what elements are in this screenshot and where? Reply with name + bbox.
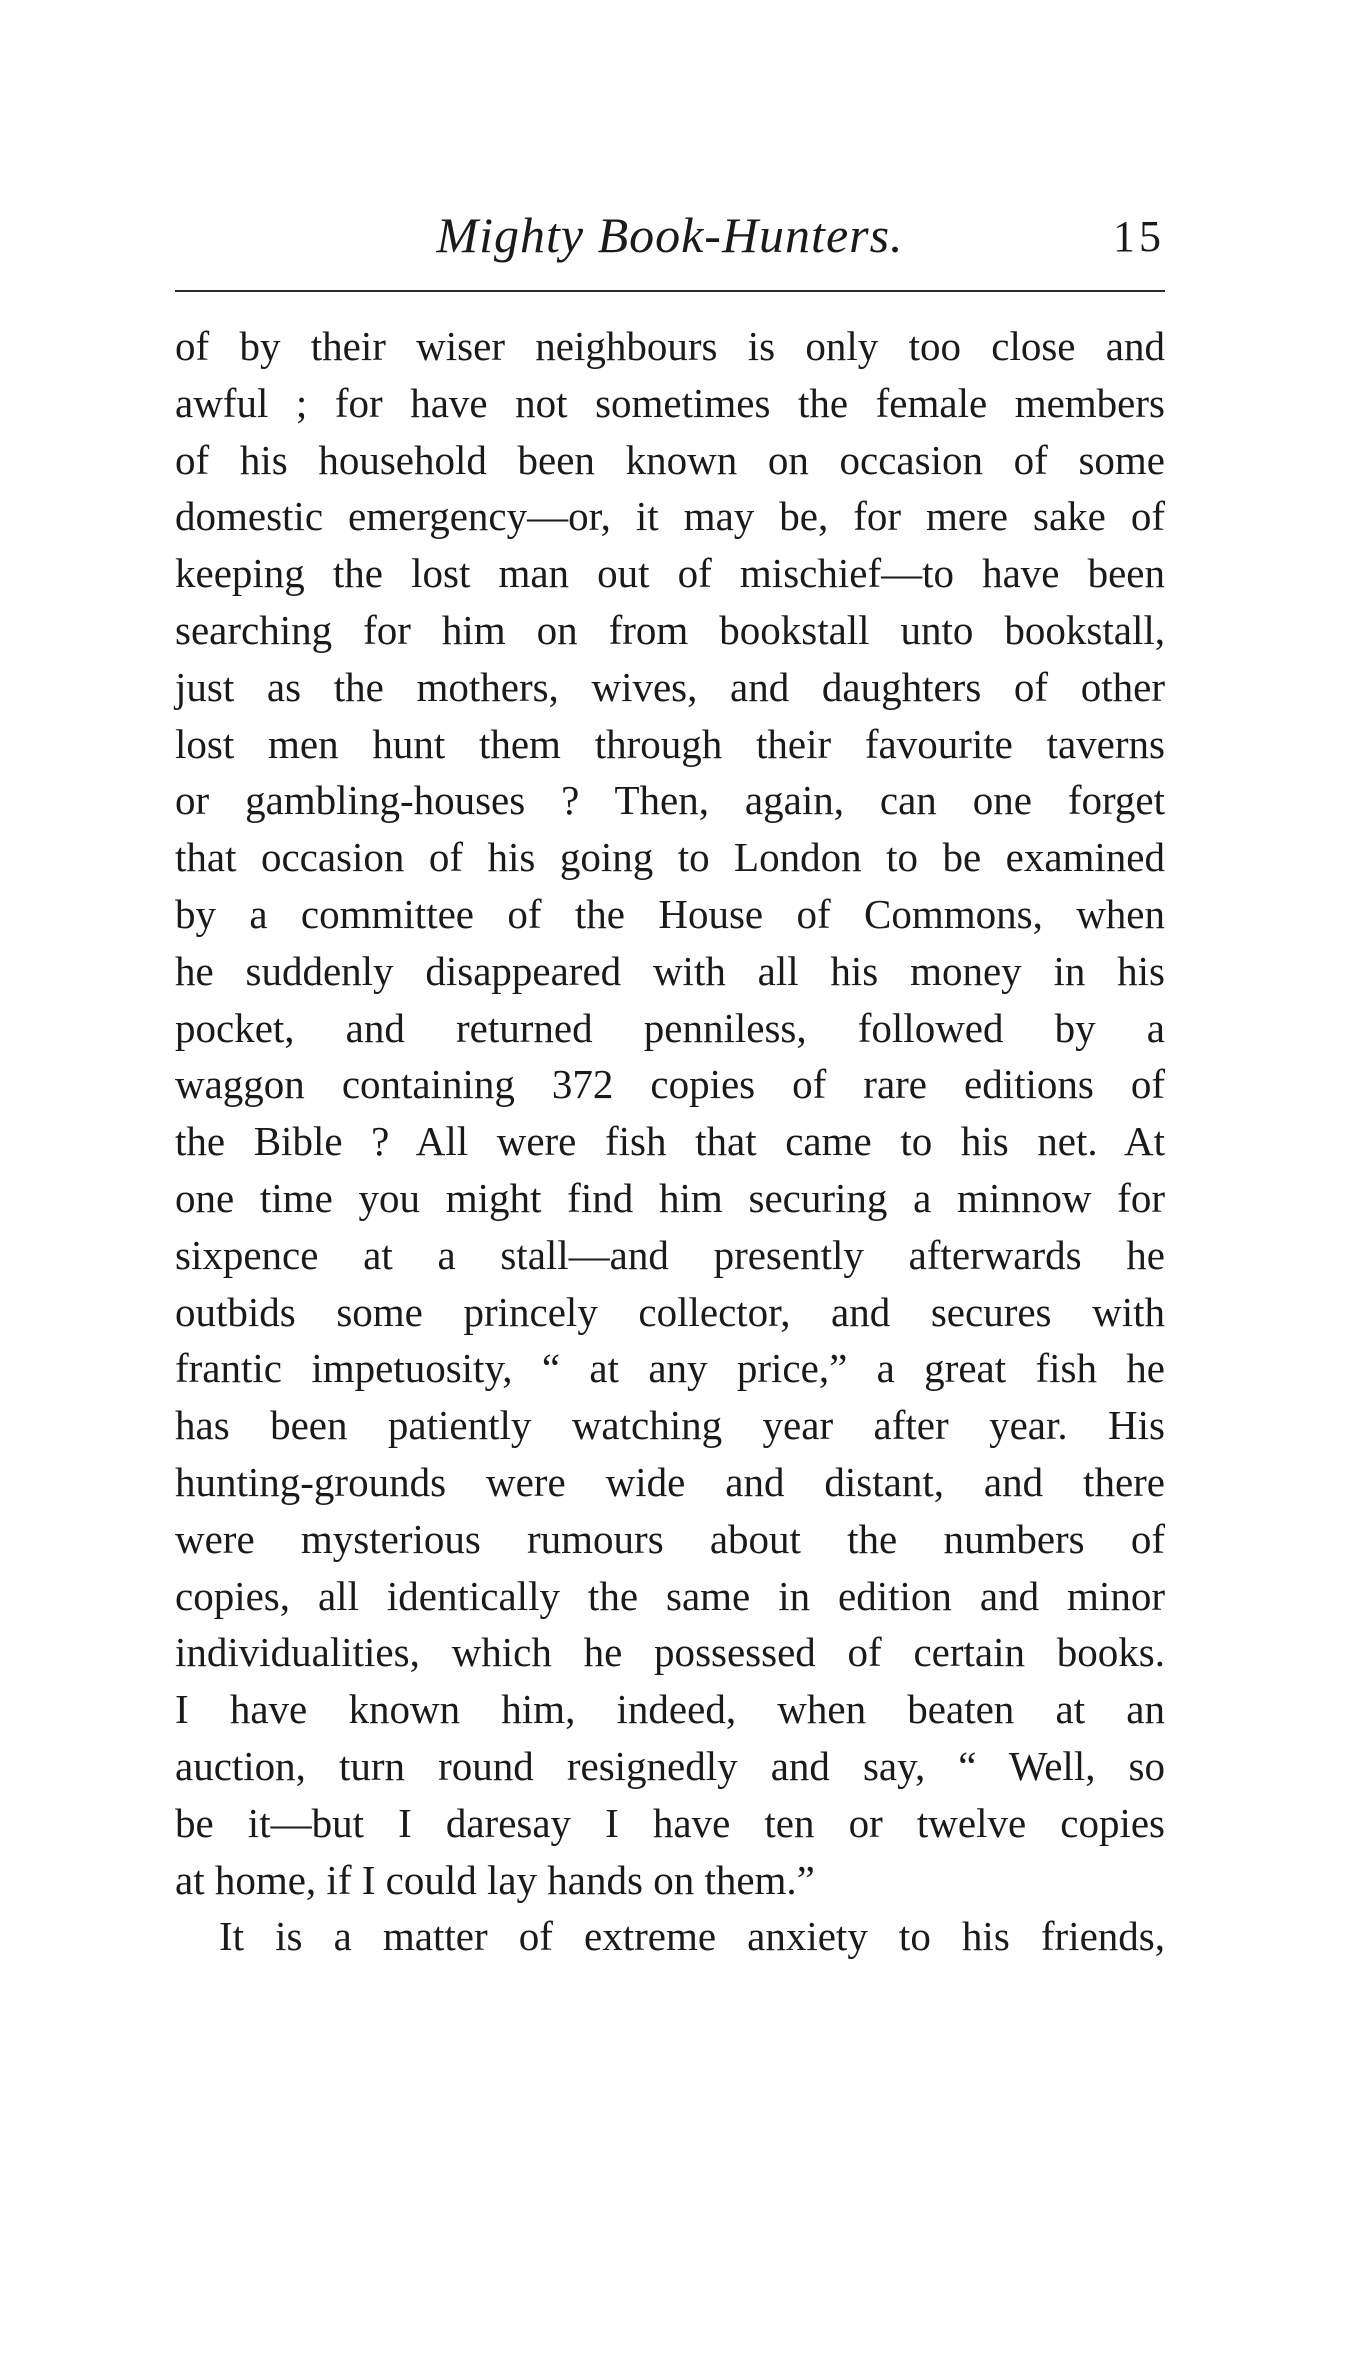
text-line: sixpence at a stall—and presently afterwards he xyxy=(175,1231,1165,1278)
text-line: outbids some princely collector, and secures with xyxy=(175,1288,1165,1335)
text-line: has been patiently watching year after year. His xyxy=(175,1402,1165,1449)
text-line: It is a matter of extreme anxiety to his friends, xyxy=(219,1913,1165,1960)
text-line: that occasion of his going to London to be examined xyxy=(175,834,1165,881)
text-line: one time you might find him securing a minnow for xyxy=(175,1174,1165,1221)
text-line: be it—but I daresay I have ten or twelve copies xyxy=(175,1799,1165,1846)
text-line: lost men hunt them through their favourite taverns xyxy=(175,720,1165,767)
text-line: pocket, and returned penniless, followed by a xyxy=(175,1004,1165,1051)
body-text xyxy=(175,318,1165,1965)
text-line: frantic impetuosity, “ at any price,” a great fish he xyxy=(175,1345,1165,1392)
text-line: the Bible ? All were fish that came to his net. At xyxy=(175,1118,1165,1165)
text-line: copies, all identically the same in edition and minor xyxy=(175,1572,1165,1619)
header-rule xyxy=(175,290,1165,292)
text-line: searching for him on from bookstall unto bookstall, xyxy=(175,606,1165,653)
text-line: at home, if I could lay hands on them.” xyxy=(175,1856,815,1903)
text-line: awful ; for have not sometimes the female members xyxy=(175,379,1165,426)
page-number: 15 xyxy=(1113,212,1165,261)
text-line: keeping the lost man out of mischief—to have been xyxy=(175,550,1165,597)
text-line: by a committee of the House of Commons, when xyxy=(175,890,1165,937)
text-line: waggon containing 372 copies of rare editions of xyxy=(175,1061,1165,1108)
text-line: hunting-grounds were wide and distant, and there xyxy=(175,1458,1165,1505)
text-line: were mysterious rumours about the numbers of xyxy=(175,1515,1165,1562)
text-line: domestic emergency—or, it may be, for mere sake of xyxy=(175,493,1165,540)
text-line: or gambling-houses ? Then, again, can one forget xyxy=(175,777,1165,824)
paragraph-2 xyxy=(175,1908,1165,1965)
text-line: he suddenly disappeared with all his money in his xyxy=(175,947,1165,994)
running-head xyxy=(175,200,1165,270)
text-line: just as the mothers, wives, and daughters of other xyxy=(175,663,1165,710)
running-title: Mighty Book-Hunters. xyxy=(436,207,904,263)
text-line: of his household been known on occasion of some xyxy=(175,436,1165,483)
text-line: of by their wiser neighbours is only too close and xyxy=(175,323,1165,369)
text-line: auction, turn round resignedly and say, “ Well, so xyxy=(175,1742,1165,1789)
paragraph-1 xyxy=(175,318,1165,1908)
text-line: I have known him, indeed, when beaten at an xyxy=(175,1686,1165,1733)
text-line: individualities, which he possessed of certain books. xyxy=(175,1629,1165,1676)
